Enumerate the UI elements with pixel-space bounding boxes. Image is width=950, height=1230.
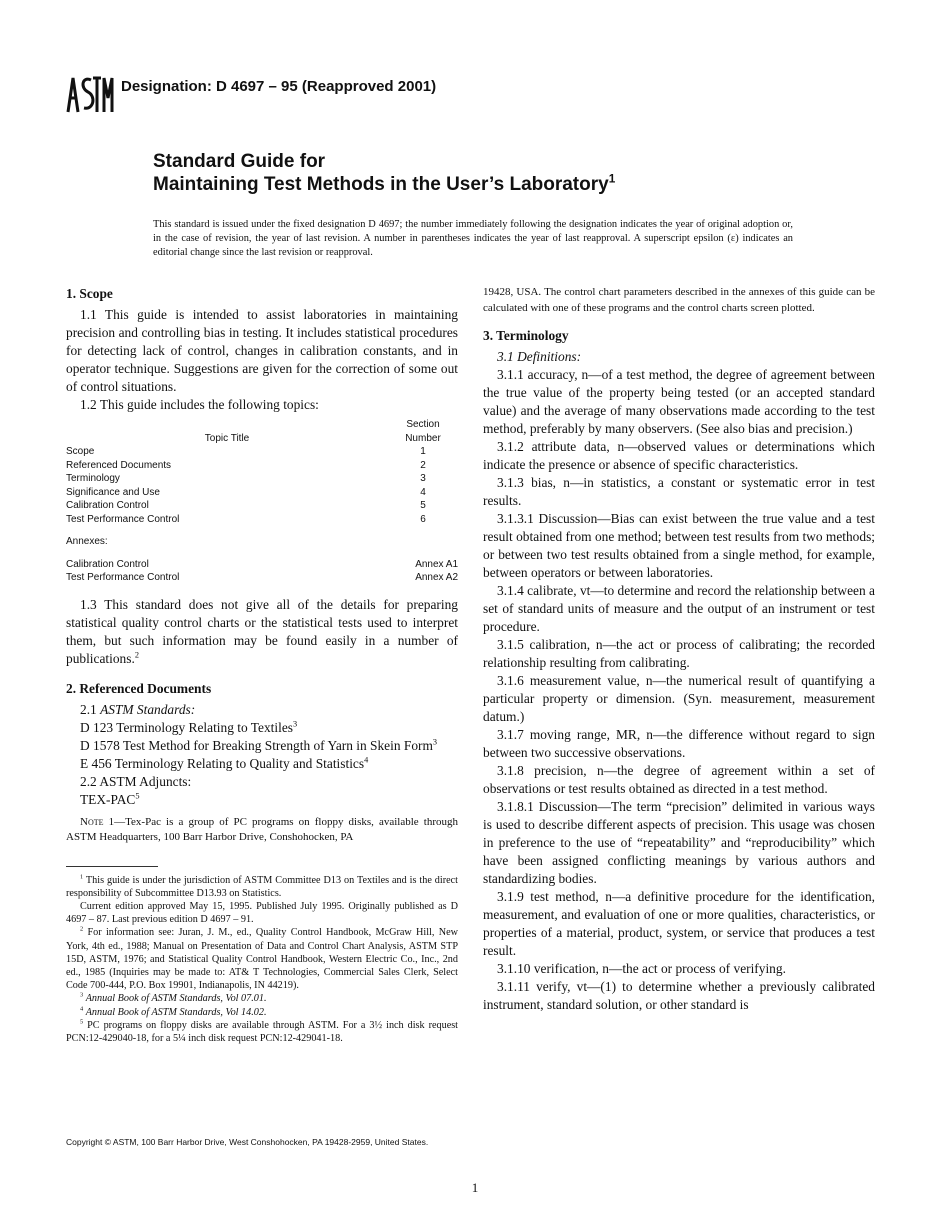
topic-title: Scope xyxy=(66,446,95,457)
paragraph-1-2: 1.2 This guide includes the following topics: xyxy=(80,397,319,412)
topic-title: Terminology xyxy=(66,473,120,484)
paragraph-3-1-8: 3.1.8 precision, n—the degree of agreement within a set of observations or test results obtained as directed in a test method. xyxy=(483,763,875,796)
definitions-label: 3.1 Definitions: xyxy=(497,349,582,364)
topic-number: 5 xyxy=(420,500,426,511)
paragraph-3-1-1: 3.1.1 accuracy, n—of a test method, the degree of agreement between the true value of the property being tested (or an accepted standard value) and the average of many observations made according to the test method, preferably by many observers. (See also bias and precision.) xyxy=(483,367,875,436)
footnote-ref: 4 xyxy=(364,755,369,765)
paragraph-3-1-11: 3.1.11 verify, vt—(1) to determine whether a previously calibrated instrument, standard solution, or other standard is xyxy=(483,979,875,1012)
ref-text: D 123 Terminology Relating to Textiles xyxy=(80,719,293,735)
footnote-ref: 3 xyxy=(292,719,298,729)
col-header-section: Section xyxy=(406,419,440,430)
title-line-1: Standard Guide for xyxy=(153,151,326,172)
note-1 xyxy=(66,815,458,846)
left-column xyxy=(66,285,458,1045)
paragraph-3-1-2: 3.1.2 attribute data, n—observed values or determinations which indicate the presence or absence of specific characteristics. xyxy=(483,439,875,472)
topic-number: 2 xyxy=(420,459,426,471)
annex-title: Calibration Control xyxy=(66,558,149,570)
footnote-ref: 5 xyxy=(135,791,140,801)
annex-number: Annex A1 xyxy=(415,558,458,570)
topic-title: Significance and Use xyxy=(66,486,160,498)
title-text: Maintaining Test Methods in the User’s Laboratory xyxy=(153,174,609,195)
footnote-text: Annual Book of ASTM Standards, Vol 07.01. xyxy=(85,993,267,1005)
astm-logo xyxy=(64,70,114,118)
ref-text: E 456 Terminology Relating to Quality and Statistics xyxy=(80,755,365,771)
paragraph-3-1-8-1: 3.1.8.1 Discussion—The term “precision” delimited in various ways is used to describe different aspects of precision. This usage was chosen in preference to the use of “repeatability” and “reproducibility” which have been assigned conflicting meanings by various authors and standardizing bodies. xyxy=(483,799,875,886)
annex-title: Test Performance Control xyxy=(66,572,180,583)
topic-title: Referenced Documents xyxy=(66,459,172,471)
footnote-divider xyxy=(66,866,158,867)
paragraph-1-3 xyxy=(66,596,458,668)
footnote-ref: 3 xyxy=(432,737,438,747)
annexes-label: Annexes: xyxy=(66,536,108,547)
paragraph-3-1-7: 3.1.7 moving range, MR, n—the difference without regard to sign between two successive observations. xyxy=(483,727,875,760)
table-row xyxy=(66,445,458,459)
ref-d123 xyxy=(66,719,458,737)
footnote-text: PC programs on floppy disks are available through ASTM. For a 3½ inch disk request PCN:12-429040-18, for a 5¼ inch disk request PCN:12-429041-18. xyxy=(66,1019,459,1044)
page-number: 1 xyxy=(471,1180,479,1195)
topic-title: Test Performance Control xyxy=(66,513,180,525)
issuance-statement: This standard is issued under the fixed designation D 4697; the number immediately following the designation indicates the year of original adoption or, in the case of revision, the year of last revision. A number in parentheses indicates the year of last reapproval. A superscript epsilon (ε) indicates an editorial change since the last revision or reapproval. xyxy=(153,219,793,258)
paragraph-3-1-3-1: 3.1.3.1 Discussion—Bias can exist between the true value and a test result obtained from one method; between test results from two methods; or between two test results obtained from a single method, for example, between operators or between laboratories. xyxy=(483,511,875,580)
col-header-number: Number xyxy=(405,432,441,444)
footnote-1b: Current edition approved May 15, 1995. Published July 1995. Originally published as D 4697 – 87. Last previous edition D 4697 – 91. xyxy=(66,900,458,926)
section-heading-scope: 1. Scope xyxy=(66,286,113,301)
table-row xyxy=(66,558,458,572)
ref-d1578 xyxy=(66,737,458,755)
topics-table xyxy=(66,418,458,585)
title-footnote-ref: 1 xyxy=(608,172,616,186)
section-heading-refdocs: 2. Referenced Documents xyxy=(66,680,212,696)
paragraph-2-2: 2.2 ASTM Adjuncts: xyxy=(80,773,192,789)
paragraph-2-1: 2.1 ASTM Standards: xyxy=(80,701,196,717)
paragraph-3-1-6: 3.1.6 measurement value, n—the numerical result of quantifying a particular property or dimension. (Syn. measurement, measurement datum.) xyxy=(483,673,875,724)
table-row xyxy=(66,459,458,473)
copyright-notice: Copyright © ASTM, 100 Barr Harbor Drive, West Conshohocken, PA 19428-2959, United States. xyxy=(66,1137,429,1147)
footnote-3: $^3$ Annual Book of ASTM Standards, Vol 07.01. xyxy=(80,991,267,1005)
topic-number: 3 xyxy=(420,473,426,484)
footnote-text: This guide is under the jurisdiction of ASTM Committee D13 on Textiles and is the direct responsibility of Subcommittee D13.93 on Statistics. xyxy=(66,874,458,899)
note-label: Note xyxy=(80,815,104,828)
paragraph-3-1-10: 3.1.10 verification, n—the act or process of verifying. xyxy=(497,961,786,976)
paragraph-3-1-5: 3.1.5 calibration, n—the act or process of calibrating; the recorded relationship resulting from calibrating. xyxy=(483,637,875,670)
ref-text: D 1578 Test Method for Breaking Strength of Yarn in Skein Form xyxy=(80,737,433,753)
table-row xyxy=(66,486,458,500)
table-row xyxy=(66,499,458,513)
right-column xyxy=(483,285,875,1014)
topic-number: 6 xyxy=(420,513,426,525)
paragraph-1-3-text: 1.3 This standard does not give all of the details for preparing statistical quality control charts or the statistical tests used to interpret them, but such information may be found easily in a number of publications. xyxy=(66,596,458,666)
paragraph-3-1-4: 3.1.4 calibrate, vt—to determine and record the relationship between a set of standard units of measure and the output of an instrument or test procedure. xyxy=(483,583,875,634)
astm-standards-label: ASTM Standards: xyxy=(100,701,196,717)
paragraph-1-1: 1.1 This guide is intended to assist laboratories in maintaining precision and controlling bias in testing. It includes statistical procedures for detecting lack of control, changes in calibration constants, and in operator technique. Suggestions are given for the correction of some out of control situations. xyxy=(66,307,458,394)
title-line-2 xyxy=(153,173,615,197)
ref-texpac xyxy=(66,791,458,809)
table-row xyxy=(66,571,458,585)
ref-text: TEX-PAC xyxy=(80,791,136,807)
topic-title: Calibration Control xyxy=(66,500,149,511)
footnote-text: Annual Book of ASTM Standards, Vol 14.02. xyxy=(85,1006,267,1018)
designation: Designation: D 4697 – 95 (Reapproved 2001) xyxy=(121,78,437,95)
topic-number: 1 xyxy=(420,446,426,457)
paragraph-3-1 xyxy=(483,348,875,366)
table-row xyxy=(66,472,458,486)
table-row xyxy=(66,513,458,527)
topic-number: 4 xyxy=(420,486,426,498)
note-1-continued: 19428, USA. The control chart parameters described in the annexes of this guide can be calculated with one of these programs and the control charts screen plotted. xyxy=(483,286,875,314)
footnote-text: For information see: Juran, J. M., ed., Quality Control Handbook, McGraw Hill, New York, 4th ed., 1988; Manual on Presentation of Data and Control Chart Analysis, ASTM STP 15D, ASTM, 1976; and Statistical Quality Control Handbook, Western Electric Co., Inc., 2nd ed., 1985 (Inquiries may be made to: AT& T Technologies, Commercial Sales Clerk, Select Code 700-444, P.O. Box 19901, Indianapolis, IN 44219). xyxy=(66,927,458,992)
note-text: 1—Tex-Pac is a group of PC programs on floppy disks, available through ASTM Headquarters, 100 Barr Harbor Drive, Conshohocken, PA xyxy=(66,815,458,843)
ref-e456 xyxy=(66,755,458,773)
footnote-ref: 2 xyxy=(134,650,139,660)
col-header-topic: Topic Title xyxy=(204,432,250,444)
footnote-1: $^1$ This guide is under the jurisdiction of ASTM Committee D13 on Textiles and is the direct responsibility of Subcommittee D13.93 on Statistics. xyxy=(66,873,458,899)
paragraph-3-1-9: 3.1.9 test method, n—a definitive procedure for the identification, measurement, and evaluation of one or more qualities, characteristics, or properties of a material, product, system, or service that produces a test result. xyxy=(483,889,875,958)
footnote-4: $^4$ Annual Book of ASTM Standards, Vol 14.02. xyxy=(80,1005,267,1018)
section-heading-terminology: 3. Terminology xyxy=(483,328,569,343)
paragraph-3-1-3: 3.1.3 bias, n—in statistics, a constant or systematic error in test results. xyxy=(483,475,875,508)
footnote-5: $^5$ PC programs on floppy disks are available through ASTM. For a 3½ inch disk request PCN:12-429040-18, for a 5¼ inch disk request PCN:12-429041-18. xyxy=(66,1018,459,1044)
footnote-2: $^2$ For information see: Juran, J. M., ed., Quality Control Handbook, McGraw Hill, New York, 4th ed., 1988; Manual on Presentation of Data and Control Chart Analysis, ASTM STP 15D, ASTM, 1976; and Statistical Quality Control Handbook, Western Electric Co., Inc., 2nd ed., 1985 (Inquiries may be made to: AT& T Technologies, Commercial Sales Clerk, Select Code 700-444, P.O. Box 19901, Indianapolis, IN 44219). xyxy=(66,925,458,992)
annex-number: Annex A2 xyxy=(415,572,458,583)
